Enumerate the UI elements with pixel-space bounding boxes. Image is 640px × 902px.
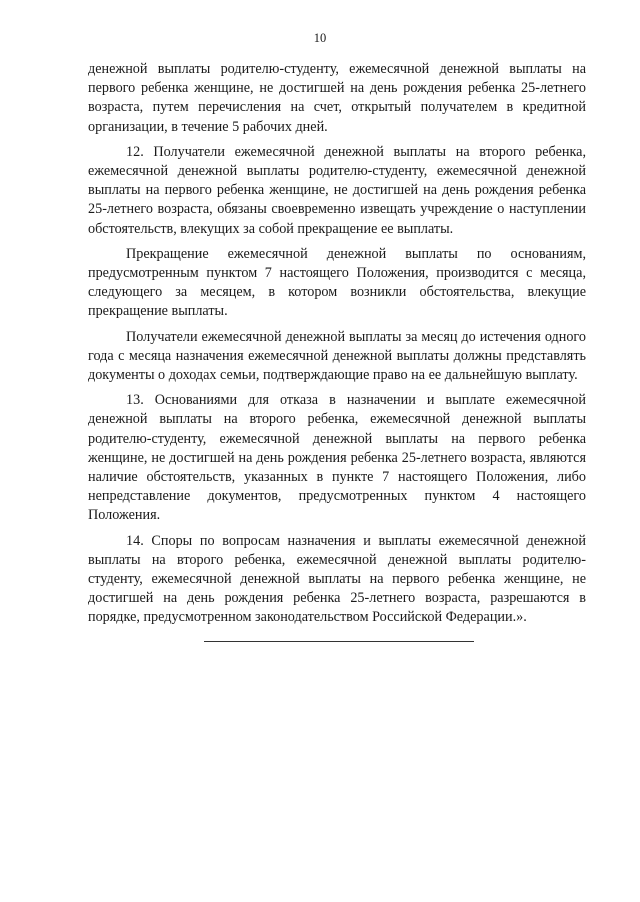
paragraph-termination: Прекращение ежемесячной денежной выплаты по основаниям, предусмотренным пунктом 7 настоящего Положения, производится с месяца, следующего за месяцем, в котором возникли обстоятельства, влекущие прекращение выплаты. (88, 245, 586, 320)
paragraph-continuation: денежной выплаты родителю-студенту, ежемесячной денежной выплаты на первого ребенка женщине, не достигшей на день рождения ребенка 25-летнего возраста, путем перечисления на счет, открытый получателем в кредитной организации, в течение 5 рабочих дней. (88, 61, 586, 135)
page-number: 10 (313, 31, 327, 45)
paragraph-income-documents: Получатели ежемесячной денежной выплаты за месяц до истечения одного года с месяца назначения ежемесячной денежной выплаты должны представлять документы о доходах семьи, подтверждающие право на ее дальнейшую выплату. (88, 328, 586, 384)
paragraph-item-14: 14. Споры по вопросам назначения и выплаты ежемесячной денежной выплаты на второго ребенка, ежемесячной денежной выплаты родителю-студенту, ежемесячной денежной выплаты на первого ребенка женщине, не достигшей на день рождения ребенка 25-летнего возраста, разрешаются в порядке, предусмотренном законодательством Российской Федерации.». (88, 532, 586, 626)
paragraph-item-13: 13. Основаниями для отказа в назначении и выплате ежемесячной денежной выплаты на второго ребенка, ежемесячной денежной выплаты родителю-студенту, ежемесячной денежной выплаты на первого ребенка женщине, не достигшей на день рождения ребенка 25-летнего возраста, являются наличие обстоятельств, указанных в пункте 7 настоящего Положения, либо непредставление документов, предусмотренных пунктом 4 настоящего Положения. (88, 392, 586, 524)
separator-line (204, 641, 474, 642)
document-body (88, 60, 586, 628)
paragraph-item-12: 12. Получатели ежемесячной денежной выплаты на второго ребенка, ежемесячной денежной выплаты родителю-студенту, ежемесячной денежной выплаты на первого ребенка женщине, не достигшей на день рождения ребенка 25-летнего возраста, обязаны своевременно извещать учреждение о наступлении обстоятельств, влекущих за собой прекращение ее выплаты. (88, 143, 586, 237)
